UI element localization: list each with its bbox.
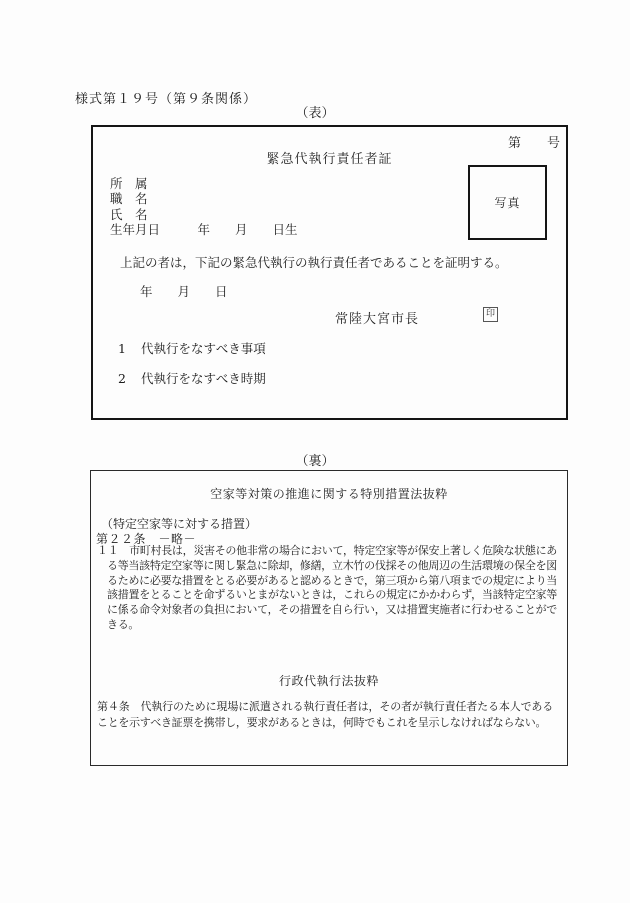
- serial-number: 第 号: [507, 136, 560, 151]
- photo-placeholder-box: [468, 165, 547, 240]
- back-side-label: （裏）: [295, 454, 335, 469]
- law1-subtitle: （特定空家等に対する措置）: [101, 517, 258, 531]
- field-name-label: 氏 名: [110, 206, 148, 222]
- list-item-matters: [118, 339, 266, 357]
- certification-statement: 上記の者は，下記の緊急代執行の執行責任者であることを証明する。: [120, 255, 508, 270]
- photo-placeholder-label: 写真: [494, 196, 521, 210]
- law2-article-text: 第４条 代執行のために現場に派遣される執行責任者は，その者が執行責任者たる本人であることを示すべき証票を携帯し，要求があるときは，何時でもこれを呈示しなければならない。: [97, 700, 553, 729]
- law1-title: 空家等対策の推進に関する特別措置法抜粋: [210, 487, 448, 501]
- form-number: 様式第１９号（第９条関係）: [75, 92, 258, 107]
- certificate-back-card: [90, 470, 568, 766]
- field-birthdate-label: 生年月日 年 月 日生: [110, 221, 298, 237]
- seal-mark: 印: [483, 307, 498, 322]
- issue-date-line: 年 月 日: [140, 284, 228, 299]
- law1-clause-text: １１ 市町村長は，災害その他非常の場合において，特定空家等が保安上著しく危険な状態にある等当該特定空家等に関し緊急に除却，修繕，立木竹の伐採その他周辺の生活環境の保全を図るために必要な措置をとる必要があると認めるときで，第三項から第八項までの規定により当該措置をとることを命ずるいとまがないときは，これらの規定にかかわらず，当該特定空家等に係る命令対象者の負担において，その措置を自ら行い，又は措置実施者に行わせることができる。: [97, 544, 557, 631]
- law2-title: 行政代執行法抜粋: [278, 674, 379, 688]
- list-item-timing: [118, 369, 266, 387]
- item-number: 1: [118, 341, 126, 356]
- certificate-title: 緊急代執行責任者証: [266, 152, 393, 167]
- holder-fields: [110, 176, 298, 237]
- item-number: 2: [118, 371, 126, 386]
- item-label: 代執行をなすべき事項: [140, 341, 266, 356]
- front-side-label: （表）: [295, 106, 335, 121]
- field-affiliation-label: 所 属: [110, 176, 148, 191]
- certificate-front-card: [91, 125, 568, 420]
- issuer-name: 常陸大宮市長: [335, 312, 420, 327]
- field-job-title-label: 職 名: [110, 191, 148, 207]
- law1-article-heading: 第２２条 －略－: [96, 532, 197, 546]
- item-label: 代執行をなすべき時期: [140, 371, 266, 386]
